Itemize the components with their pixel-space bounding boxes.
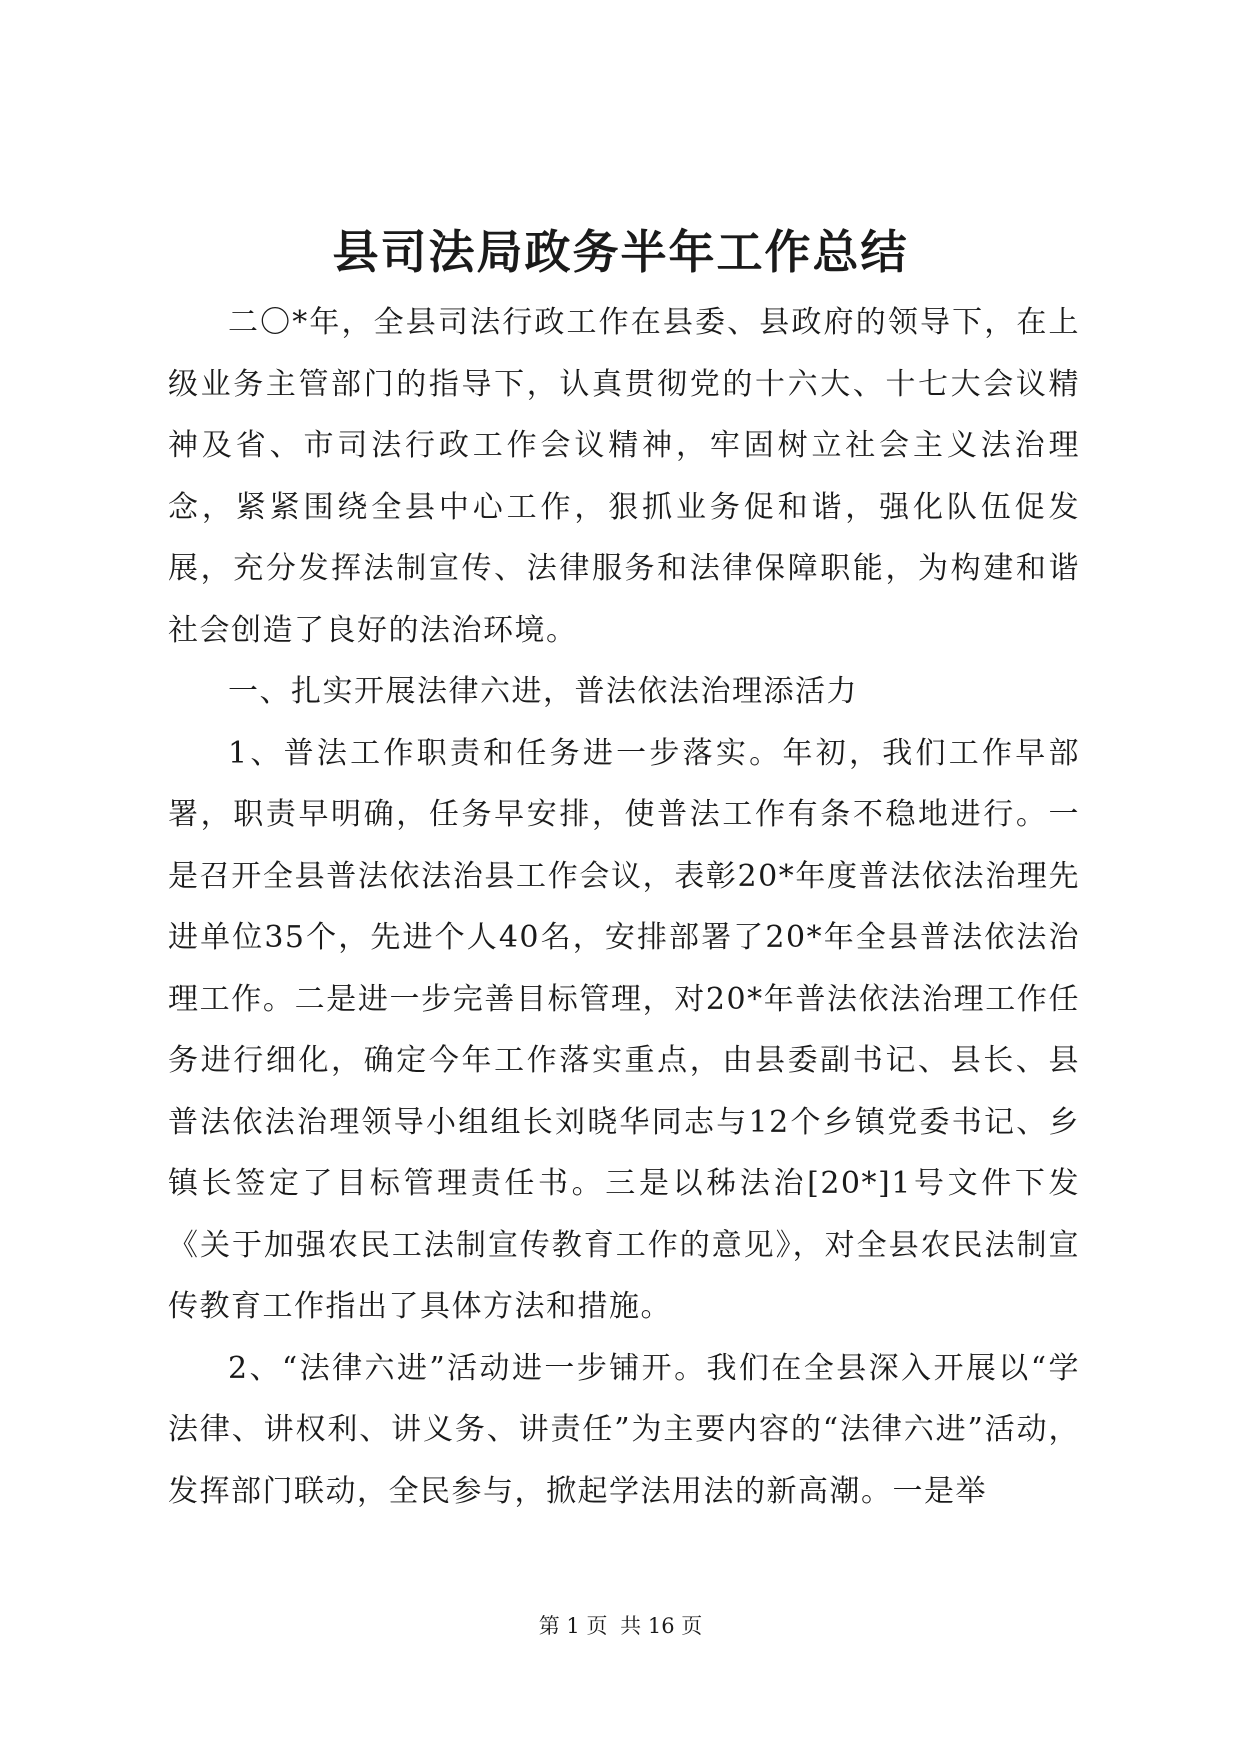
document-title: 县司法局政务半年工作总结 [332, 225, 909, 279]
page-number: 第 1 页 [538, 1614, 608, 1638]
paragraph-intro: 二〇*年，全县司法行政工作在县委、县政府的领导下，在上级业务主管部门的指导下，认真贯彻党的十六大、十七大会议精神及省、市司法行政工作会议精神，牢固树立社会主义法治理念，紧紧围绕全县中心工作，狠抓业务促和谐，强化队伍促发展，充分发挥法制宣传、法律服务和法律保障职能，为构建和谐社会创造了良好的法治环境。 [168, 305, 1080, 648]
page-footer [0, 1612, 1241, 1640]
section-heading-1: 一、扎实开展法律六进，普法依法治理添活力 [228, 674, 858, 709]
document-body [168, 292, 1080, 1522]
page-total: 共 16 页 [620, 1614, 703, 1638]
paragraph-item-1: 1、普法工作职责和任务进一步落实。年初，我们工作早部署，职责早明确，任务早安排，使普法工作有条不稳地进行。一是召开全县普法依法治县工作会议，表彰20*年度普法依法治理先进单位35个，先进个人40名，安排部署了20*年全县普法依法治理工作。二是进一步完善目标管理，对20*年普法依法治理工作任务进行细化，确定今年工作落实重点，由县委副书记、县长、县普法依法治理领导小组组长刘晓华同志与12个乡镇党委书记、乡镇长签定了目标管理责任书。三是以秭法治[20*]1号文件下发《关于加强农民工法制宣传教育工作的意见》，对全县农民法制宣传教育工作指出了具体方法和措施。 [168, 735, 1080, 1324]
paragraph-item-2: 2、“法律六进”活动进一步铺开。我们在全县深入开展以“学法律、讲权利、讲义务、讲责任”为主要内容的“法律六进”活动，发挥部门联动，全民参与，掀起学法用法的新高潮。一是举 [168, 1350, 1080, 1509]
